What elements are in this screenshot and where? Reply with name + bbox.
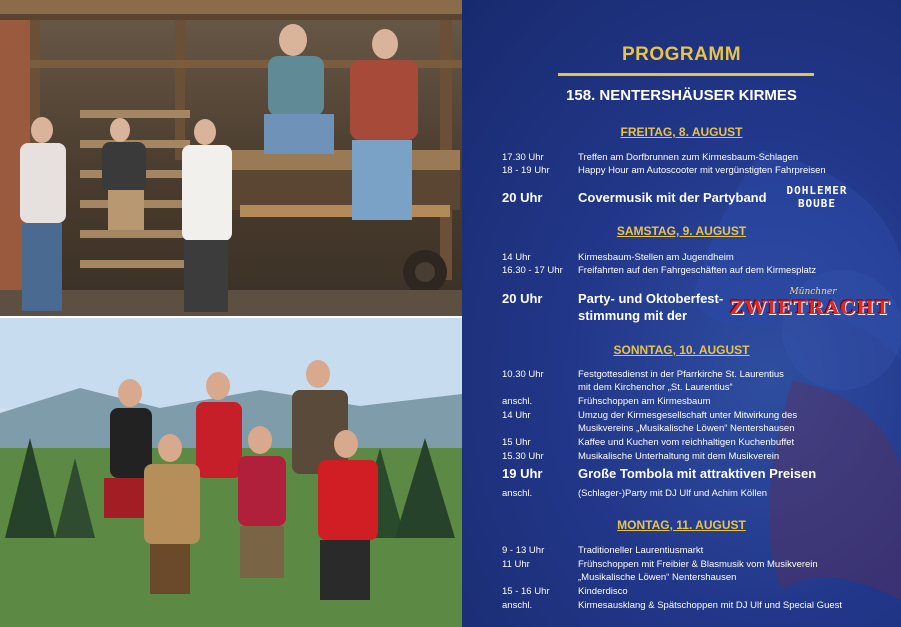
entry-text: „Musikalische Löwen“ Nentershausen [578,572,737,583]
highlight-time: 19 Uhr [502,466,543,481]
entry-text: Kirmesausklang & Spätschoppen mit DJ Ulf und Special Guest [578,600,843,611]
entry-time: 11 Uhr [502,559,530,570]
entry-text: (Schlager-)Party mit DJ Ulf und Achim Köllen [578,488,768,499]
entry-text: mit dem Kirchenchor „St. Laurentius“ [578,382,733,393]
entry-text: Musikvereins „Musikalische Löwen“ Nentershausen [578,423,795,434]
program-panel [462,0,901,627]
entry-text: Kinderdisco [578,586,628,597]
entry-time: anschl. [502,396,533,407]
entry-time: 15.30 Uhr [502,451,544,462]
entry-time: 17.30 Uhr [502,152,544,163]
entry-text: Freifahrten auf den Fahrgeschäften auf dem Kirmesplatz [578,265,817,276]
entry-text: Treffen am Dorfbrunnen zum Kirmesbaum-Schlagen [578,152,799,163]
highlight-text: Große Tombola mit attraktiven Preisen [578,466,817,481]
wooden-house-illustration [0,0,462,316]
band-photo-dohlemer-boube [0,0,462,316]
highlight-time: 20 Uhr [502,291,543,306]
entry-text: Kaffee und Kuchen vom reichhaltigen Kuchenbuffet [578,437,795,448]
entry-text: Kirmesbaum-Stellen am Jugendheim [578,252,734,263]
entry-text: Umzug der Kirmesgesellschaft unter Mitwirkung des [578,410,798,421]
entry-time: 18 - 19 Uhr [502,165,550,176]
title-divider [558,73,814,76]
band-logo-dohlemer-boube: DOHLEMER BOUBE [786,184,848,210]
entry-text: Frühschoppen am Kirmesbaum [578,396,711,407]
entry-time: 14 Uhr [502,252,531,263]
entry-time: 16.30 - 17 Uhr [502,265,563,276]
entry-time: 14 Uhr [502,410,531,421]
entry-time: anschl. [502,488,533,499]
program-title: PROGRAMM [621,44,742,65]
day-heading-sunday: SONNTAG, 10. AUGUST [613,343,750,357]
event-title: 158. NENTERSHÄUSER KIRMES [566,87,797,104]
day-heading-friday: FREITAG, 8. AUGUST [620,125,743,139]
entry-time: 10.30 Uhr [502,369,544,380]
entry-time: 15 Uhr [502,437,531,448]
entry-time: anschl. [502,600,533,611]
entry-text: Musikalische Unterhaltung mit dem Musikverein [578,451,780,462]
entry-time: 15 - 16 Uhr [502,586,550,597]
entry-time: 9 - 13 Uhr [502,545,545,556]
entry-text: Frühschoppen mit Freibier & Blasmusik vom Musikverein [578,559,818,570]
highlight-time: 20 Uhr [502,190,543,205]
highlight-text-line2: stimmung mit der [578,308,688,323]
highlight-text-line1: Party- und Oktoberfest- [578,291,724,306]
day-heading-monday: MONTAG, 11. AUGUST [617,518,746,532]
band-photo-muenchner-zwietracht [0,318,462,627]
highlight-text: Covermusik mit der Partyband [578,190,767,205]
band-logo-muenchner-zwietracht: Münchner ZWIETRACHT [730,287,891,319]
day-heading-saturday: SAMSTAG, 9. AUGUST [616,224,747,238]
meadow-scene-illustration [0,318,462,627]
entry-text: Festgottesdienst in der Pfarrkirche St. Laurentius [578,369,784,380]
entry-text: Happy Hour am Autoscooter mit vergünstigten Fahrpreisen [578,165,826,176]
entry-text: Traditioneller Laurentiusmarkt [578,545,704,556]
